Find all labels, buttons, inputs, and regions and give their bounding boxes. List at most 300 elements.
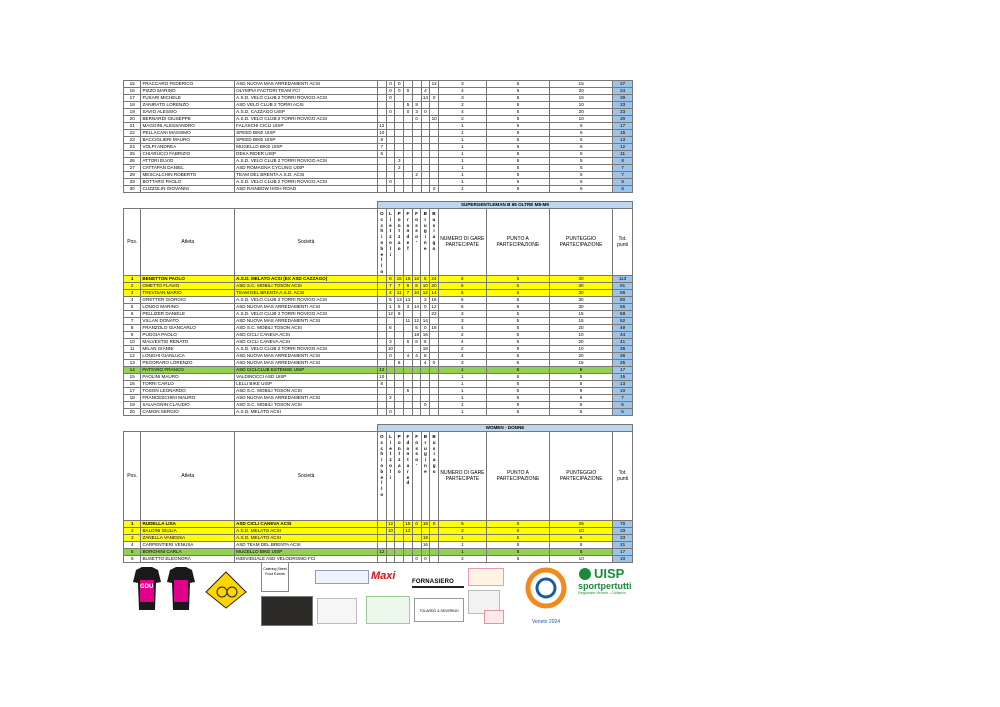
race-head-letter: b	[380, 468, 384, 474]
cell-punteggio: 5	[549, 388, 612, 395]
race-head-letter: e	[423, 245, 427, 251]
race-head-letter: B	[423, 211, 427, 216]
cell-athlete: FRANCESCHINI MAURO	[141, 395, 235, 402]
cell-pos: 15	[124, 81, 141, 88]
cell-society: FALASCHI CICLI UISP	[235, 123, 378, 130]
cell-race	[404, 151, 413, 158]
cell-society: ASD RAINBOW HIGH ROAD	[235, 186, 378, 193]
header-society: Società	[235, 432, 378, 521]
cell-pos: 10	[124, 339, 141, 346]
cell-tot: 5	[613, 402, 633, 409]
cell-punteggio: 20	[550, 109, 613, 116]
cell-punto: 5	[486, 276, 549, 283]
header-athlete: Atleta	[141, 209, 235, 276]
race-head-letter: d	[406, 234, 410, 240]
cell-punto: 5	[486, 144, 549, 151]
cell-gare: 1	[438, 158, 486, 165]
race-head-letter: r	[424, 216, 427, 222]
cell-punteggio: 15	[549, 311, 612, 318]
race-head-letter: u	[423, 445, 427, 451]
cell-race	[404, 186, 413, 193]
cell-race	[377, 283, 386, 290]
brand-photo-logo	[261, 596, 313, 626]
uisp-subtitle: Regionale Veneto - Ciclismo	[578, 591, 626, 595]
cell-punto: 5	[486, 304, 549, 311]
cell-society: ASD NUOVA MAS ARREDAMENTI ACSI	[235, 395, 378, 402]
cell-race	[430, 528, 439, 535]
cell-athlete: CUZZOLIN GIOVANNI	[141, 186, 235, 193]
cell-race	[404, 144, 413, 151]
cell-tot: 113	[613, 276, 633, 283]
table-row	[124, 276, 633, 283]
cell-tot: 10	[613, 556, 633, 563]
cell-athlete: LONGHI GIANLUCA	[141, 353, 235, 360]
cell-race	[430, 332, 439, 339]
cell-society: ASD NUOVA MAS ARREDAMENTI ACSI	[235, 360, 378, 367]
table-row	[124, 367, 633, 374]
cell-pos: 26	[124, 158, 141, 165]
cell-tot: 27	[613, 81, 633, 88]
cell-race: 6	[412, 339, 421, 346]
cell-race	[412, 179, 421, 186]
cell-tot: 36	[613, 353, 633, 360]
cell-race	[386, 388, 395, 395]
cell-race: 11	[405, 318, 411, 323]
cell-race: 18	[422, 521, 428, 526]
table-row	[124, 549, 633, 556]
cell-society: A.S.D. MELATO ACSI	[235, 409, 378, 416]
cell-race: 16	[431, 297, 437, 302]
cell-race	[430, 346, 439, 353]
race-head-letter: h	[380, 451, 384, 457]
cell-gare: 6	[438, 297, 486, 304]
cell-tot: 5	[613, 186, 633, 193]
race-head-letter: o	[415, 234, 418, 240]
cell-gare: 1	[438, 123, 486, 130]
cell-punto: 5	[486, 388, 549, 395]
cell-race	[430, 137, 439, 144]
race-head-letter: l	[389, 245, 392, 251]
cell-race	[395, 528, 404, 535]
race-head-letter: z	[398, 457, 401, 463]
cell-society: A.S.D. VELO CLUB 2 TORRI ROVIGO ACSI	[235, 95, 378, 102]
cell-athlete: SAVIO ALESSIO	[141, 109, 235, 116]
cell-race: 2	[412, 172, 421, 179]
cell-pos: 20	[124, 409, 141, 416]
cell-race: 18	[422, 535, 428, 540]
cell-race	[421, 151, 430, 158]
cell-race: 11	[396, 290, 402, 295]
cell-pos: 27	[124, 165, 141, 172]
cell-race: 0	[430, 360, 439, 367]
race-head-letter: d	[406, 480, 410, 486]
cell-race	[412, 381, 421, 388]
cell-race	[404, 95, 413, 102]
table-row	[124, 311, 633, 318]
cell-race	[386, 165, 395, 172]
category-title: SUPERGENTLEMAN B 65 OLTRE M8-M9	[377, 202, 632, 209]
cell-punto: 5	[486, 130, 549, 137]
race-head-letter: l	[381, 263, 383, 269]
cell-gare: 1	[438, 549, 486, 556]
table-row	[124, 186, 633, 193]
cell-athlete: MALVESTIO RENATO	[141, 339, 235, 346]
cell-race: 18	[431, 325, 437, 330]
race-head-letter: i	[389, 439, 392, 445]
cell-athlete: PAOLINI MAURO	[141, 374, 235, 381]
race-head-letter: i	[433, 451, 435, 457]
cell-punto: 5	[486, 521, 549, 528]
table-row	[124, 297, 633, 304]
cell-tot: 5	[613, 409, 633, 416]
race-head-letter: B	[432, 211, 436, 216]
cell-race	[421, 374, 430, 381]
race-head-letter: z	[389, 457, 392, 463]
cell-race	[386, 137, 395, 144]
cell-pos: 17	[124, 95, 141, 102]
cell-society: ASD S.C. MOBILI TOSON ACSI	[235, 325, 378, 332]
race-head-letter: z	[389, 234, 392, 240]
cell-race: 0	[421, 325, 430, 332]
race-head-letter: g	[432, 239, 436, 245]
cell-race: 4	[421, 88, 430, 95]
cell-tot: 91	[613, 283, 633, 290]
race-head-letter: a	[406, 462, 410, 468]
race-head-letter: t	[398, 228, 400, 234]
cell-race	[395, 388, 404, 395]
cell-race	[386, 102, 395, 109]
cell-race	[386, 130, 395, 137]
fornasiero-text: FORNASIERO	[412, 579, 455, 585]
cell-race: 0	[386, 109, 395, 116]
cell-race	[430, 388, 439, 395]
race-head-letter: u	[432, 216, 436, 222]
cell-race	[395, 130, 404, 137]
cell-tot: 52	[613, 318, 633, 325]
cell-race	[377, 304, 386, 311]
cell-society: A.S.D. MELATO ACSI	[235, 528, 378, 535]
cell-race: 10	[413, 290, 420, 295]
table-row	[124, 325, 633, 332]
cell-society: ASD S.C. MOBILI TOSON ACSI	[235, 283, 378, 290]
cell-punteggio: 30	[549, 283, 612, 290]
cell-race: 22	[431, 311, 437, 316]
cell-pos: 2	[124, 528, 141, 535]
cell-pos: 18	[124, 395, 141, 402]
cell-punteggio: 15	[550, 95, 613, 102]
cell-pos: 20	[124, 116, 141, 123]
cell-athlete: VILLAN DONATO	[141, 318, 235, 325]
race-head-letter: b	[380, 245, 384, 251]
race-head-letter: c	[380, 216, 384, 222]
cell-pos: 7	[124, 318, 141, 325]
cell-race	[377, 158, 386, 165]
cell-punteggio: 5	[550, 137, 613, 144]
cell-gare: 1	[438, 186, 486, 193]
cell-tot: 23	[613, 109, 633, 116]
cell-race	[386, 123, 395, 130]
cell-tot: 11	[613, 151, 633, 158]
cell-gare: 1	[438, 172, 486, 179]
cell-race: 20	[431, 283, 437, 288]
cell-race	[412, 346, 421, 353]
race-head-letter: n	[423, 462, 427, 468]
race-head-letter: o	[397, 245, 401, 251]
cell-gare: 1	[438, 151, 486, 158]
header-gare: NUMERO DI GARE PARTECIPATE	[438, 209, 486, 276]
table-row	[124, 395, 633, 402]
cell-tot: 49	[613, 325, 633, 332]
cell-society: A.S.D. MELATO ACSI (EX ASD CAZZAGO)	[235, 276, 378, 283]
cell-race: 10	[379, 374, 385, 379]
cell-race: 12	[379, 123, 385, 128]
cell-gare: 4	[438, 353, 486, 360]
cell-tot: 58	[613, 311, 633, 318]
cell-society: DEKA RIDER UISP	[235, 151, 378, 158]
cell-tot: 13	[613, 137, 633, 144]
cell-society: TEAM DEL BRENTA A.S.D. ACSI	[235, 290, 378, 297]
cell-race	[404, 395, 413, 402]
cell-race	[395, 123, 404, 130]
cell-tot: 12	[613, 144, 633, 151]
cell-race: 14	[422, 318, 428, 323]
cell-race	[404, 346, 413, 353]
sponsor-logo-group	[317, 598, 357, 624]
cell-society: A.S.D. MELATO ACSI	[235, 535, 378, 542]
uisp-icon	[578, 567, 592, 581]
cell-race	[404, 367, 413, 374]
race-head-letter: P	[397, 211, 401, 216]
race-head-letter: L	[389, 211, 392, 216]
cell-race	[412, 123, 421, 130]
race-head-letter: F	[406, 211, 410, 216]
race-head-letter: l	[381, 486, 383, 492]
cell-race: 8	[386, 276, 395, 283]
table-row	[124, 346, 633, 353]
cell-pos: 25	[124, 151, 141, 158]
cell-race	[412, 130, 421, 137]
cell-pos: 4	[124, 297, 141, 304]
cell-punteggio: 25	[550, 521, 613, 528]
race-head-letter: e	[406, 239, 410, 245]
cell-tot: 17	[613, 549, 633, 556]
race-head-letter: r	[407, 468, 409, 474]
race-head	[430, 432, 439, 521]
cell-race: 8	[377, 381, 386, 388]
race-head-letter: o	[389, 462, 392, 468]
cell-race: 2	[386, 395, 395, 402]
race-head-letter: F	[415, 211, 418, 216]
race-head-letter: o	[406, 445, 410, 451]
cell-race: 0	[412, 556, 421, 563]
cell-race	[412, 186, 421, 193]
table-row	[124, 109, 633, 116]
cell-race: 6	[404, 339, 413, 346]
cell-race	[395, 109, 404, 116]
cell-race	[430, 409, 439, 416]
cell-race	[404, 81, 413, 88]
cell-race	[421, 549, 430, 556]
race-head	[386, 432, 395, 521]
table-row	[124, 339, 633, 346]
cell-society: MUGELLO BIKE UISP	[235, 549, 378, 556]
cell-pos: 11	[124, 346, 141, 353]
cell-race	[386, 318, 395, 325]
cell-race: 4	[412, 353, 421, 360]
race-head-letter: c	[380, 445, 384, 451]
header-gare: NUMERO DI GARE PARTECIPATE	[438, 432, 486, 521]
cell-race	[430, 151, 439, 158]
cell-race	[395, 542, 404, 549]
sportpertutti-text: sportpertutti	[578, 581, 632, 591]
cell-society: ASD S.C. MOBILI TOSON ACSI	[235, 388, 378, 395]
race-head	[377, 209, 386, 276]
cell-race	[421, 130, 430, 137]
cell-race: 12	[422, 290, 428, 295]
cell-society: ASD CICLI CANEVA ACSI	[235, 339, 378, 346]
race-head	[404, 209, 413, 276]
race-head-letter: i	[389, 216, 392, 222]
cell-race	[386, 374, 395, 381]
table-section-1	[123, 80, 633, 193]
cell-punteggio: 5	[550, 144, 613, 151]
race-head-letter: o	[406, 222, 410, 228]
cell-gare: 4	[438, 339, 486, 346]
sponsor-logo-orange	[468, 568, 504, 586]
cell-athlete: ZANIRATO LORENZO	[141, 102, 235, 109]
cell-society: A.S.D. VELO CLUB 2 TORRI ROVIGO ACSI	[235, 297, 378, 304]
cell-punteggio: 10	[550, 116, 613, 123]
cell-tot: 8	[613, 158, 633, 165]
cell-athlete: FUSARI MICHELE	[141, 95, 235, 102]
header-punto: PUNTO A PARTECIPAZIONE	[486, 432, 549, 521]
cell-pos: 18	[124, 102, 141, 109]
header-pos: Pos.	[124, 209, 141, 276]
cell-race	[395, 346, 404, 353]
cell-punteggio: 5	[550, 542, 613, 549]
cell-athlete: BERNARDI GIUSEPPE	[141, 116, 235, 123]
table-row	[124, 144, 633, 151]
cell-race	[395, 137, 404, 144]
cell-society: ASD CICLCLUB ESTENSE UISP	[235, 367, 378, 374]
race-head-letter: i	[389, 251, 392, 257]
race-head-letter: a	[432, 457, 436, 463]
cell-race: 13	[405, 528, 411, 533]
cell-pos: 13	[124, 360, 141, 367]
table-row	[124, 123, 633, 130]
cell-tot: 7	[613, 395, 633, 402]
header-pos: Pos.	[124, 432, 141, 521]
cell-race	[395, 395, 404, 402]
cell-race	[377, 332, 386, 339]
cell-race: 13	[396, 297, 402, 302]
cell-punteggio: 30	[549, 304, 612, 311]
cell-race	[404, 535, 413, 542]
race-head-letter: o	[432, 468, 436, 474]
cell-punteggio: 5	[549, 381, 612, 388]
cell-punteggio: 5	[550, 165, 613, 172]
cell-pos: 30	[124, 186, 141, 193]
cell-race	[395, 95, 404, 102]
race-head-letter: t	[389, 451, 392, 457]
maxi-text: Maxi	[371, 570, 396, 582]
cell-race	[404, 158, 413, 165]
cell-race: 4	[421, 360, 430, 367]
race-head-letter: e	[406, 474, 410, 480]
cell-society: OLYMPIA FACTORI TEAM FCI	[235, 88, 378, 95]
cell-tot: 15	[613, 374, 633, 381]
cell-race	[395, 402, 404, 409]
cell-race: 12	[431, 304, 437, 309]
race-head-letter: i	[381, 234, 383, 240]
cell-race	[412, 360, 421, 367]
catering-text: Catering Street Food Events	[263, 567, 287, 576]
cell-race	[421, 528, 430, 535]
cell-punteggio: 10	[550, 556, 613, 563]
cell-race	[404, 165, 413, 172]
cell-punto: 5	[486, 374, 549, 381]
race-head-letter: o	[415, 439, 419, 445]
race-head-letter: s	[415, 228, 418, 234]
cell-race: 12	[387, 521, 394, 526]
cell-race	[377, 402, 386, 409]
cell-race: 16	[413, 276, 420, 281]
cell-race: 5	[412, 325, 421, 332]
cell-society: SPEED BIKE UISP	[235, 130, 378, 137]
cell-society: VALDINOCCI ASD UISP	[235, 374, 378, 381]
race-head-letter: O	[379, 211, 384, 216]
cell-society: A.S.D. VELO CLUB 2 TORRI ROVIGO ACSI	[235, 179, 378, 186]
cell-race	[412, 297, 421, 304]
cell-race: 4	[386, 290, 395, 297]
cell-punto: 5	[486, 151, 549, 158]
cell-race: 5	[404, 102, 413, 109]
cell-race: 0	[421, 109, 430, 116]
cell-punteggio: 30	[549, 297, 612, 304]
header-tot: Tot. punti	[613, 432, 633, 521]
cell-athlete: PELLACANI MASSIMO	[141, 130, 235, 137]
cell-race	[412, 402, 421, 409]
race-head-letter: l	[381, 480, 383, 486]
cell-race	[412, 95, 421, 102]
cell-society: ASD CICLI CANEVA ACSI	[235, 332, 378, 339]
cell-tot: 10	[613, 388, 633, 395]
cell-gare: 6	[438, 290, 486, 297]
cell-gare: 1	[438, 402, 486, 409]
cell-race	[421, 123, 430, 130]
cell-athlete: MILAN GIANNI	[141, 346, 235, 353]
cell-race	[430, 102, 439, 109]
race-head-letter: L	[389, 434, 392, 439]
cell-race	[412, 535, 421, 542]
cell-gare: 2	[438, 102, 486, 109]
race-head-letter: a	[397, 239, 401, 245]
cell-race: 0	[430, 186, 439, 193]
header-punteggio: PUNTEGGIO PARTECIPAZIONE	[550, 432, 613, 521]
cell-race	[386, 151, 395, 158]
cell-society: A.S.D. VELO CLUB 2 TORRI ROVIGO ACSI	[235, 158, 378, 165]
cell-punto: 5	[486, 395, 549, 402]
cell-race	[412, 542, 421, 549]
cell-race	[377, 172, 386, 179]
cell-society: ASD VELO CLUB 2 TORRI ACSI	[235, 102, 378, 109]
cell-punto: 5	[486, 528, 549, 535]
cell-pos: 6	[124, 556, 141, 563]
cell-punteggio: 30	[549, 276, 612, 283]
cell-race	[421, 137, 430, 144]
cell-race: 15	[396, 276, 402, 281]
cell-society: TEAM DEL BRENTA A.S.D. ACSI	[235, 172, 378, 179]
